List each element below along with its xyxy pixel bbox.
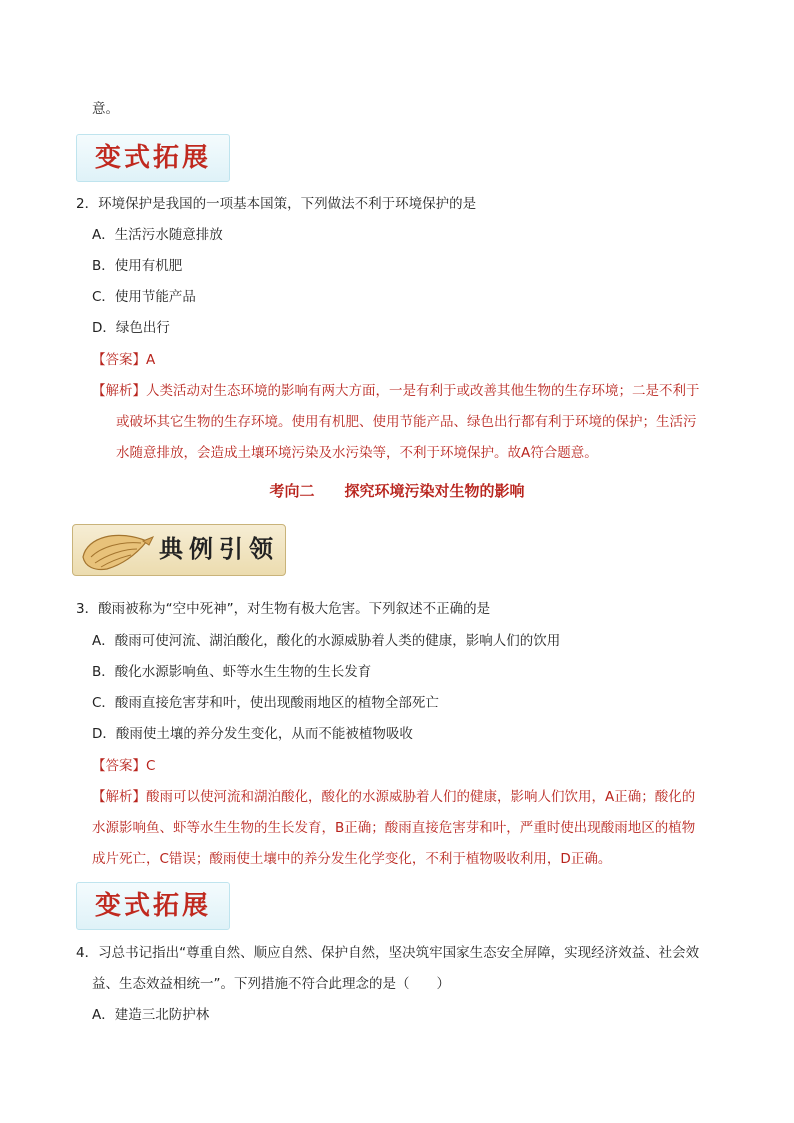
q3-option-a: A．酸雨可使河流、湖泊酸化，酸化的水源威胁着人类的健康，影响人们的饮用 — [92, 633, 561, 649]
q2-option-a: A．生活污水随意排放 — [92, 227, 223, 243]
example-banner — [72, 524, 286, 576]
q3-answer — [92, 756, 155, 776]
q3-option-c: C．酸雨直接危害芽和叶，使出现酸雨地区的植物全部死亡 — [92, 695, 439, 711]
q3-analysis-line-1 — [92, 787, 695, 807]
q2-analysis-line-1 — [92, 381, 700, 401]
question-2-stem: 2．环境保护是我国的一项基本国策，下列做法不利于环境保护的是 — [76, 196, 477, 212]
analysis-label: 【解析】 — [92, 383, 146, 399]
banner-title: 变式拓展 — [95, 143, 212, 173]
q3-option-d: D．酸雨使土壤的养分发生变化，从而不能被植物吸收 — [92, 726, 413, 742]
banner-title: 典例引领 — [159, 534, 279, 563]
variant-banner-2 — [76, 882, 230, 930]
question-4-stem-line-2: 益、生态效益相统一”。下列措施不符合此理念的是（ ） — [92, 976, 450, 992]
section-title: 探究环境污染对生物的影响 — [344, 482, 525, 500]
answer-label: 【答案】 — [92, 758, 146, 774]
q4-option-a: A．建造三北防护林 — [92, 1007, 210, 1023]
section-label: 考向二 — [269, 482, 315, 500]
q3-analysis-line-3: 成片死亡，C错误；酸雨使土壤中的养分发生化学变化，不利于植物吸收利用，D正确。 — [92, 851, 612, 867]
answer-value: C — [146, 758, 156, 774]
q3-option-b: B．酸化水源影响鱼、虾等水生生物的生长发育 — [92, 664, 372, 680]
q2-option-b: B．使用有机肥 — [92, 258, 183, 274]
q2-option-c: C．使用节能产品 — [92, 289, 196, 305]
q2-option-d: D．绿色出行 — [92, 320, 170, 336]
answer-value: A — [146, 352, 156, 368]
question-3-stem: 3．酸雨被称为“空中死神”，对生物有极大危害。下列叙述不正确的是 — [76, 601, 491, 617]
conch-shell-icon — [77, 527, 157, 573]
analysis-text: 酸雨可以使河流和湖泊酸化，酸化的水源威胁着人们的健康，影响人们饮用，A正确；酸化的 — [146, 789, 696, 805]
analysis-label: 【解析】 — [92, 789, 146, 805]
q2-analysis-line-2: 或破坏其它生物的生存环境。使用有机肥、使用节能产品、绿色出行都有利于环境的保护；生活污 — [116, 414, 697, 430]
section-heading — [0, 480, 794, 502]
top-fragment: 意。 — [92, 101, 119, 117]
question-4-stem-line-1: 4．习总书记指出“尊重自然、顺应自然、保护自然，坚决筑牢国家生态安全屏障，实现经济效益、社会效 — [76, 945, 700, 961]
variant-banner-1 — [76, 134, 230, 182]
q2-analysis-line-3: 水随意排放，会造成土壤环境污染及水污染等，不利于环境保护。故A符合题意。 — [116, 445, 598, 461]
analysis-text: 人类活动对生态环境的影响有两大方面，一是有利于或改善其他生物的生存环境；二是不利于 — [146, 383, 700, 399]
answer-label: 【答案】 — [92, 352, 146, 368]
q2-answer — [92, 350, 155, 370]
q3-analysis-line-2: 水源影响鱼、虾等水生生物的生长发育，B正确；酸雨直接危害芽和叶，严重时使出现酸雨地区的植物 — [92, 820, 696, 836]
banner-title: 变式拓展 — [95, 891, 212, 921]
